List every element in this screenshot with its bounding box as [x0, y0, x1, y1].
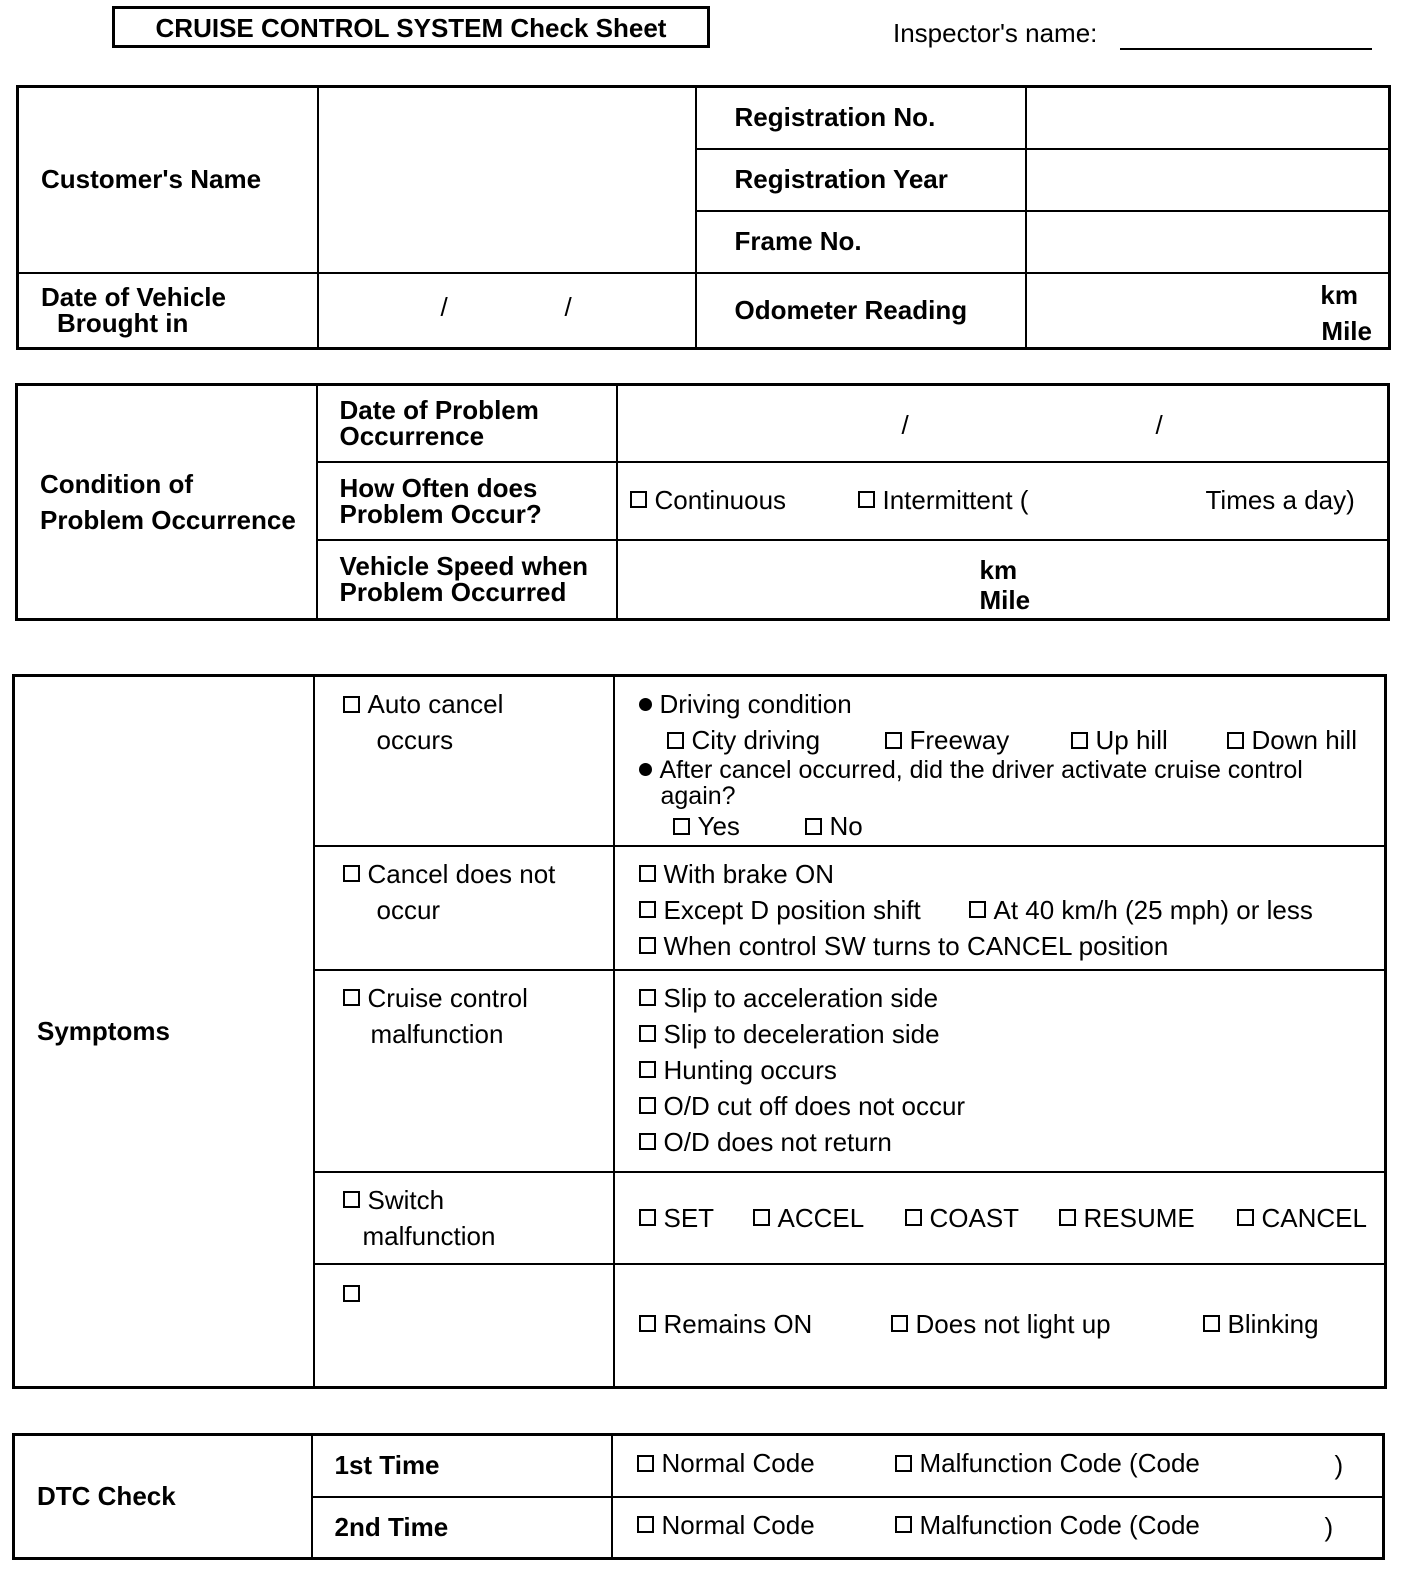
first-malfunction-code-label: Malfunction Code (Code — [919, 1448, 1200, 1478]
set-checkbox[interactable] — [639, 1209, 656, 1226]
with-brake-on-checkbox[interactable] — [639, 865, 656, 882]
accel-checkbox[interactable] — [753, 1209, 770, 1226]
auto-cancel-label-1: Auto cancel — [367, 689, 504, 719]
blinking-label: Blinking — [1227, 1308, 1319, 1339]
close-paren: ) — [1324, 1511, 1334, 1542]
cruise-malfunction-checkbox[interactable] — [343, 989, 360, 1006]
switch-malfunction-checkbox[interactable] — [343, 1191, 360, 1208]
symptoms-label: Symptoms — [37, 1016, 170, 1046]
od-cut-off-checkbox[interactable] — [639, 1097, 656, 1114]
indicator-checkbox[interactable] — [343, 1285, 360, 1302]
remains-on-label: Remains ON — [663, 1308, 813, 1339]
registration-no-label: Registration No. — [734, 102, 936, 133]
condition-table — [15, 383, 1390, 621]
how-often-label-2: Problem Occur? — [339, 498, 542, 529]
bullet-icon — [639, 698, 652, 711]
except-d-label: Except D position shift — [663, 894, 921, 925]
od-not-return-checkbox[interactable] — [639, 1133, 656, 1150]
date-brought-label-1: Date of Vehicle — [41, 282, 226, 313]
customer-name-label: Customer's Name — [41, 164, 262, 195]
continuous-label: Continuous — [654, 484, 787, 515]
times-a-day-label: Times a day) — [1205, 484, 1355, 515]
remains-on-checkbox[interactable] — [639, 1315, 656, 1332]
speed-field[interactable] — [617, 540, 1389, 620]
second-time-label: 2nd Time — [334, 1511, 449, 1542]
does-not-light-checkbox[interactable] — [891, 1315, 908, 1332]
problem-date-label-2: Occurrence — [339, 421, 485, 452]
auto-cancel-label-2: occurs — [376, 725, 454, 755]
first-time-label: 1st Time — [334, 1450, 440, 1481]
hunting-checkbox[interactable] — [639, 1061, 656, 1078]
cruise-malfunction-label-2: malfunction — [370, 1018, 504, 1049]
cancel-not-occur-label-1: Cancel does not — [367, 858, 556, 889]
registration-year-label: Registration Year — [734, 164, 948, 194]
cancel-not-occur-checkbox[interactable] — [343, 865, 360, 882]
does-not-light-label: Does not light up — [915, 1308, 1111, 1339]
with-brake-on-label: With brake ON — [663, 858, 834, 889]
slip-accel-label: Slip to acceleration side — [663, 982, 939, 1013]
city-driving-label: City driving — [691, 725, 821, 755]
at-40-checkbox[interactable] — [969, 901, 986, 918]
date-brought-label-2: Brought in — [57, 308, 189, 339]
at-40-label: At 40 km/h (25 mph) or less — [993, 894, 1313, 925]
up-hill-label: Up hill — [1095, 725, 1168, 755]
down-hill-label: Down hill — [1251, 725, 1357, 755]
inspector-label: Inspector's name: — [893, 18, 1098, 48]
second-malfunction-code-label: Malfunction Code (Code — [919, 1509, 1200, 1540]
after-cancel-label-1: After cancel occurred, did the driver activate cruise control — [659, 756, 1303, 784]
driving-condition-label: Driving condition — [659, 689, 852, 719]
problem-date-label-1: Date of Problem — [339, 395, 539, 426]
cancel-checkbox[interactable] — [1237, 1209, 1254, 1226]
no-label: No — [829, 811, 863, 841]
cancel-not-occur-label-2: occur — [376, 894, 441, 925]
registration-year-field[interactable] — [1026, 149, 1390, 211]
control-sw-cancel-checkbox[interactable] — [639, 937, 656, 954]
customer-name-field[interactable] — [318, 87, 696, 273]
date-slash: / — [1155, 410, 1163, 440]
unit-mile: Mile — [979, 584, 1031, 615]
registration-no-field[interactable] — [1026, 87, 1390, 149]
bullet-icon — [639, 763, 652, 776]
frame-no-field[interactable] — [1026, 211, 1390, 273]
first-malfunction-code-checkbox[interactable] — [895, 1455, 912, 1472]
speed-label-1: Vehicle Speed when — [339, 551, 589, 582]
page-title: CRUISE CONTROL SYSTEM Check Sheet — [112, 6, 710, 48]
od-not-return-label: O/D does not return — [663, 1126, 892, 1157]
cancel-label: CANCEL — [1261, 1202, 1367, 1233]
freeway-checkbox[interactable] — [885, 732, 902, 749]
control-sw-cancel-label: When control SW turns to CANCEL position — [663, 930, 1169, 961]
unit-mile: Mile — [1321, 315, 1372, 346]
hunting-label: Hunting occurs — [663, 1054, 837, 1085]
odometer-field[interactable] — [1026, 273, 1390, 349]
date-brought-field[interactable] — [318, 273, 696, 349]
odometer-label: Odometer Reading — [734, 294, 968, 325]
close-paren: ) — [1334, 1450, 1344, 1480]
accel-label: ACCEL — [777, 1202, 865, 1233]
customer-name-label-cell — [18, 87, 318, 273]
switch-malfunction-label-1: Switch — [367, 1184, 445, 1215]
dtc-check-label: DTC Check — [37, 1481, 176, 1511]
slip-decel-checkbox[interactable] — [639, 1025, 656, 1042]
coast-label: COAST — [929, 1202, 1020, 1233]
blinking-checkbox[interactable] — [1203, 1315, 1220, 1332]
resume-label: RESUME — [1083, 1202, 1195, 1233]
second-malfunction-code-checkbox[interactable] — [895, 1516, 912, 1533]
date-slash: / — [564, 291, 572, 322]
intermittent-label: Intermittent ( — [882, 484, 1029, 515]
switch-malfunction-label-2: malfunction — [362, 1220, 496, 1251]
after-cancel-label-2: again? — [660, 782, 736, 810]
freeway-label: Freeway — [909, 725, 1010, 755]
down-hill-checkbox[interactable] — [1227, 732, 1244, 749]
except-d-checkbox[interactable] — [639, 901, 656, 918]
first-normal-code-checkbox[interactable] — [637, 1455, 654, 1472]
od-cut-off-label: O/D cut off does not occur — [663, 1090, 966, 1121]
no-checkbox[interactable] — [805, 818, 822, 835]
slip-accel-checkbox[interactable] — [639, 989, 656, 1006]
first-normal-code-label: Normal Code — [661, 1448, 815, 1478]
symptoms-table — [12, 674, 1387, 1389]
city-driving-checkbox[interactable] — [667, 732, 684, 749]
up-hill-checkbox[interactable] — [1071, 732, 1088, 749]
second-normal-code-checkbox[interactable] — [637, 1516, 654, 1533]
unit-km: km — [1320, 279, 1358, 310]
customer-table — [16, 85, 1391, 350]
condition-label-2: Problem Occurrence — [40, 505, 296, 535]
dtc-table — [12, 1433, 1385, 1560]
problem-date-field[interactable] — [617, 385, 1389, 462]
continuous-checkbox[interactable] — [630, 491, 647, 508]
coast-checkbox[interactable] — [905, 1209, 922, 1226]
set-label: SET — [663, 1202, 715, 1233]
slip-decel-label: Slip to deceleration side — [663, 1018, 940, 1049]
second-normal-code-label: Normal Code — [661, 1509, 815, 1540]
how-often-label-1: How Often does — [339, 472, 538, 503]
intermittent-checkbox[interactable] — [858, 491, 875, 508]
date-slash: / — [901, 410, 909, 440]
cruise-malfunction-label-1: Cruise control — [367, 982, 528, 1013]
unit-km: km — [979, 554, 1018, 585]
auto-cancel-checkbox[interactable] — [343, 696, 360, 713]
frame-no-label: Frame No. — [734, 226, 862, 256]
speed-label-2: Problem Occurred — [339, 577, 567, 608]
inspector-name-field[interactable] — [1120, 48, 1372, 50]
resume-checkbox[interactable] — [1059, 1209, 1076, 1226]
yes-label: Yes — [697, 811, 740, 841]
date-slash: / — [440, 291, 448, 322]
condition-label-1: Condition of — [40, 469, 194, 499]
yes-checkbox[interactable] — [673, 818, 690, 835]
